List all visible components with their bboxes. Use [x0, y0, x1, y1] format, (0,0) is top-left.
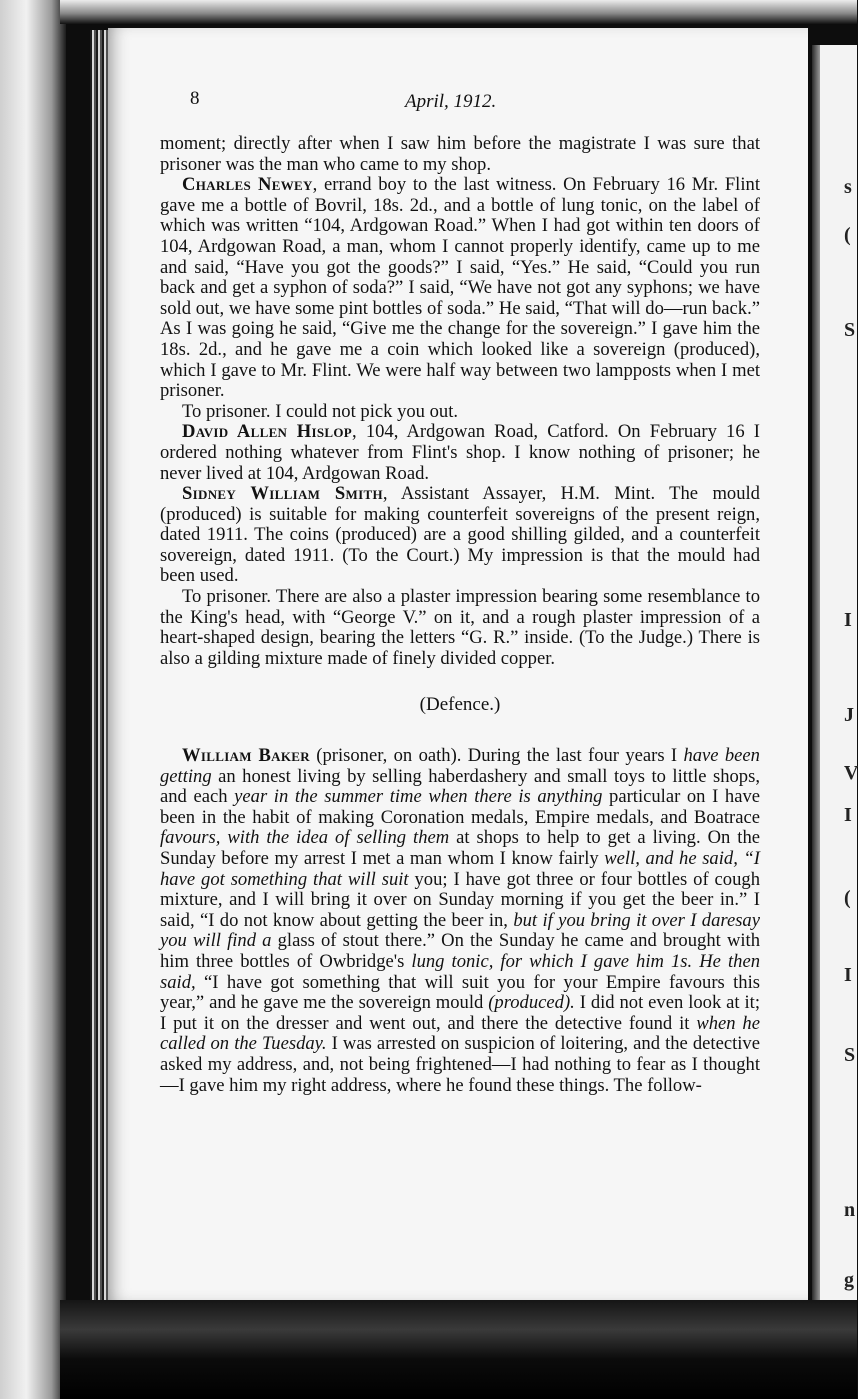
facing-page-letter: n [844, 1199, 856, 1221]
scan-bottom-shadow [60, 1300, 857, 1399]
witness-name: Charles Newey [182, 174, 313, 196]
testimony-text: an honest living by selling haberdashery and small toys to little shops, and each [160, 765, 760, 808]
testimony-hislop [160, 422, 760, 484]
testimony-newey [160, 175, 760, 402]
testimony-text: , Assistant Assayer, H.M. Mint. The mould (produced) is suitable for making counterfeit sovereigns of the present reign, dated 1911. The coins (produced) are a good shilling gilded, and a counterfeit sovereign, dated 1911. (To the Court.) My impression is that the mould had been used. [160, 483, 760, 587]
scan-left-margin [0, 0, 66, 1399]
cross-examination [160, 587, 760, 669]
italic-text: year in the summer time when there is anything [234, 786, 603, 808]
testimony-text: , errand boy to the last witness. On February 16 Mr. Flint gave me a bottle of Bovril, 18s. 2d., and a bottle of lung tonic, on the label of which was written “104, Ardgowan Road.” When I had got within ten doors of 104, Ardgowan Road, a man, whom I cannot properly identify, came up to me and said, “Have you got the goods?” I said, “Yes.” He said, “Could you run back and get a syphon of soda?” I said, “We have not got any syphons; we have sold out, we have some pint bottles of soda.” He said, “That will do—run back.” As I was going he said, “Give me the change for the sovereign.” I gave him the 18s. 2d., and he gave me a coin which looked like a sovereign (produced), which I gave to Mr. Flint. We were half way between two lampposts when I met prisoner. [160, 174, 760, 402]
section-heading: (Defence.) [419, 694, 501, 716]
italic-text: favours, with the idea of selling them [160, 827, 450, 849]
facing-page-letter: V [844, 762, 858, 784]
facing-page-letter: S [844, 319, 856, 341]
page-header [190, 88, 550, 114]
facing-page-letter: ( [844, 224, 851, 246]
testimony-text: , 104, Ardgowan Road, Catford. On February 16 I ordered nothing whatever from Flint's shop. I know nothing of prisoner; he never lived at 104, Ardgowan Road. [160, 421, 760, 484]
facing-page-letter: I [844, 609, 852, 631]
page-body [160, 134, 760, 1096]
testimony-text: you; I have got three or four bottles of cough mixture, and I will bring it over on Sunday morning if you get the beer in.” I said, “I do not know about getting the beer in, [160, 868, 760, 931]
paragraph-text: moment; directly after when I saw him before the magistrate I was sure that prisoner was the man who came to my shop. [160, 133, 760, 175]
testimony-baker [160, 746, 760, 1096]
witness-name: David Allen Hislop [182, 421, 352, 443]
paragraph-continuation [160, 134, 760, 175]
witness-name: William Baker [182, 745, 310, 767]
cross-text: To prisoner. There are also a plaster impression bearing some resemblance to the King's head, with “George V.” on it, and a rough plaster impression of a heart-shaped design, bearing the letters “G. R.” inside. (To the Judge.) There is also a gilding mixture made of finely divided copper. [160, 586, 760, 669]
running-title: April, 1912. [405, 91, 497, 112]
testimony-text: I did not even look at it; I put it on the dresser and went out, and there the detective found it [160, 992, 760, 1034]
facing-page-letter: g [844, 1269, 854, 1291]
testimony-text: glass of stout there.” On the Sunday he came and brought with him three bottles of Owbridge's [160, 930, 760, 972]
italic-text: have been getting [160, 745, 760, 787]
scan-top-edge [60, 0, 857, 24]
witness-name: Sidney William Smith [182, 483, 383, 505]
facing-page-letter: s [844, 176, 852, 198]
testimony-text: (prisoner, on oath). During the last four years I [309, 745, 684, 767]
testimony-text: “I have got something that will suit you for your Empire favours this year,” and he gave me the sovereign mould [160, 971, 760, 1014]
italic-text: well, and he said, “I have got something that will suit [160, 848, 760, 890]
cross-text: To prisoner. I could not pick you out. [182, 400, 459, 422]
facing-page-letter: I [844, 964, 852, 986]
testimony-smith [160, 484, 760, 587]
testimony-text: particular on I have been in the habit of making Coronation medals, Empire medals, and Boatrace [160, 786, 761, 828]
facing-page-gutter [812, 45, 820, 1310]
facing-page-edge [812, 45, 857, 1310]
italic-text: when he called on the Tuesday. [160, 1012, 760, 1055]
facing-page-letter: I [844, 804, 852, 826]
defence-heading [160, 695, 760, 716]
testimony-text: at shops to help to get a living. On the Sunday before my arrest I met a man whom I know fairly [160, 827, 760, 869]
facing-page-letter: ( [844, 887, 851, 909]
italic-text: (produced). [488, 992, 575, 1014]
facing-page-letter: S [844, 1044, 856, 1066]
testimony-text: I was arrested on suspicion of loitering, and the detective asked my address, and, not being frightened—I had nothing to fear as I thought—I gave him my right address, where he found these things. The follow- [160, 1033, 760, 1096]
italic-text: but if you bring it over I daresay you will find a [160, 909, 760, 952]
cross-examination [160, 402, 760, 423]
facing-page-letter: J [844, 704, 854, 726]
page-number: 8 [190, 88, 200, 109]
italic-text: lung tonic, for which I gave him 1s. He then said, [160, 950, 761, 993]
